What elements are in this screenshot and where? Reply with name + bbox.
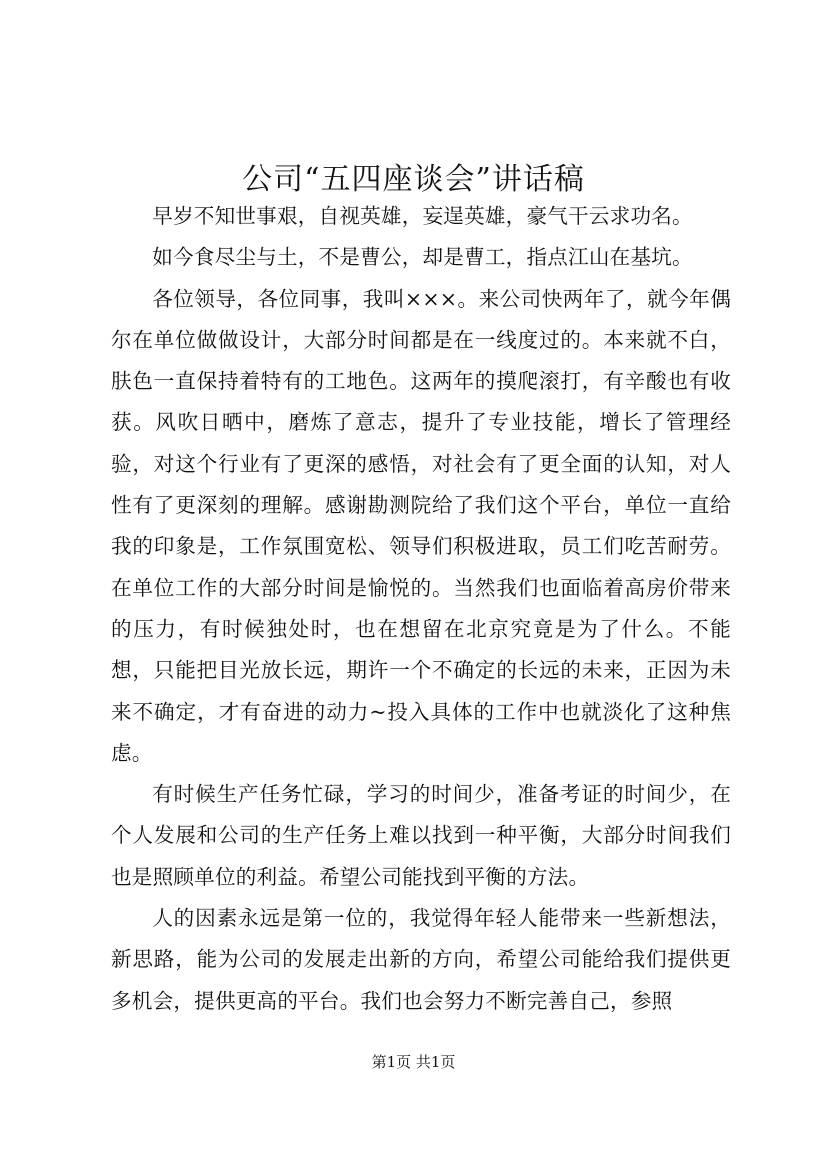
body-paragraph-3: 人的因素永远是第一位的，我觉得年轻人能带来一些新想法，新思路，能为公司的发展走出新的方向，希望公司能给我们提供更多机会，提供更高的平台。我们也会努力不断完善自己，参照 bbox=[111, 906, 731, 1013]
body-paragraph-1: 各位领导，各位同事，我叫×××。来公司快两年了，就今年偶尔在单位做做设计，大部分时间都是在一线度过的。本来就不白，肤色一直保持着特有的工地色。这两年的摸爬滚打，有辛酸也有收获。风吹日晒中，磨炼了意志，提升了专业技能，增长了管理经验，对这个行业有了更深的感悟，对社会有了更全面的认知，对人性有了更深刻的理解。感谢勘测院给了我们这个平台，单位一直给我的印象是，工作氛围宽松、领导们积极进取，员工们吃苦耐劳。在单位工作的大部分时间是愉悦的。当然我们也面临着高房价带来的压力，有时候独处时，也在想留在北京究竟是为了什么。不能想，只能把目光放长远，期许一个不确定的长远的未来，正因为未来不确定，才有奋进的动力~投入具体的工作中也就淡化了这种焦虑。 bbox=[111, 286, 731, 765]
page-number-footer: 第1页 共1页 bbox=[371, 1053, 456, 1071]
poem-line-1: 早岁不知世事艰，自视英雄，妄逞英雄，豪气干云求功名。 bbox=[152, 204, 693, 228]
document-body bbox=[111, 196, 731, 1022]
document-title: 公司“五四座谈会”讲话稿 bbox=[242, 162, 585, 198]
poem-line-2: 如今食尽尘与土，不是曹公，却是曹工，指点江山在基坑。 bbox=[152, 245, 693, 270]
body-paragraph-2: 有时候生产任务忙碌，学习的时间少，准备考证的时间少，在个人发展和公司的生产任务上难以找到一种平衡，大部分时间我们也是照顾单位的利益。希望公司能找到平衡的方法。 bbox=[111, 782, 731, 889]
